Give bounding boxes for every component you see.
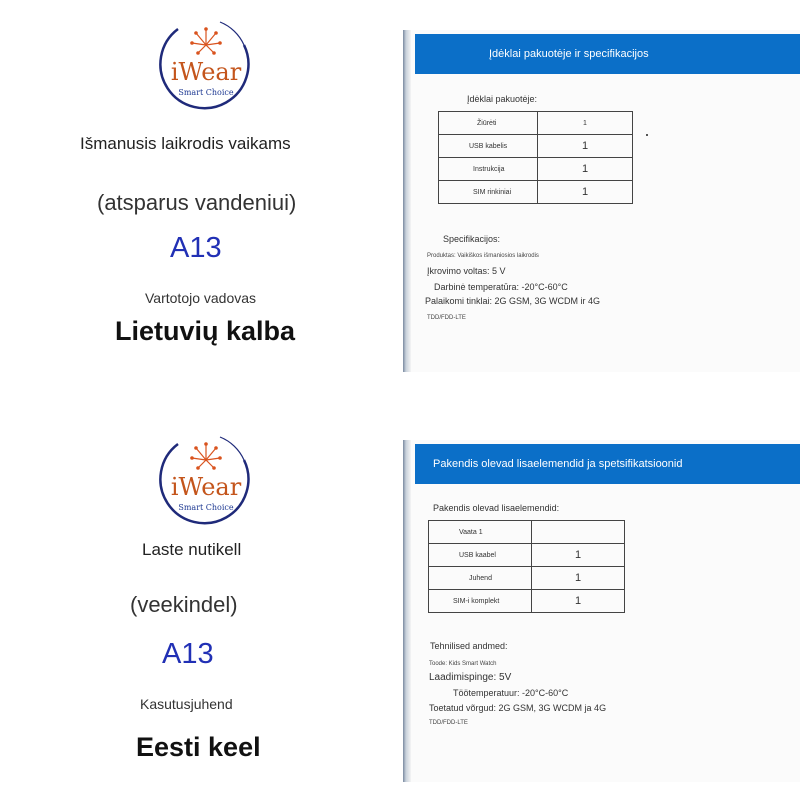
model-number: A13	[162, 638, 214, 670]
table-row	[439, 135, 633, 158]
spec-header-text: Pakendis olevad lisaelemendid ja spetsifikatsioonid	[433, 458, 683, 470]
spec-network-extra: TDD/FDD-LTE	[429, 720, 468, 726]
item-name: Juhend	[429, 567, 532, 590]
package-contents-title: Pakendis olevad lisaelemendid:	[433, 503, 560, 513]
manual-label: Vartotojo vadovas	[145, 290, 257, 306]
product-subtitle: (veekindel)	[130, 592, 238, 617]
page-edge	[403, 440, 411, 782]
spec-header	[415, 444, 800, 484]
lithuanian-spec-page	[403, 30, 800, 372]
page-edge	[403, 30, 411, 372]
spec-header-text: Įdėklai pakuotėje ir specifikacijos	[489, 48, 649, 60]
item-qty: 1	[532, 590, 625, 613]
logo-brand: iWear	[170, 58, 242, 86]
item-name: SIM-i komplekt	[429, 590, 532, 613]
manual-label: Kasutusjuhend	[140, 696, 233, 712]
package-contents-table	[428, 520, 625, 613]
spec-temperature: Darbinė temperatūra: -20°C-60°C	[434, 282, 568, 292]
spec-product: Produktas: Vaikiškos išmaniosios laikrodis	[427, 253, 539, 259]
item-name: SIM rinkiniai	[439, 181, 538, 204]
item-qty: 1	[538, 158, 633, 181]
spec-networks: Toetatud võrgud: 2G GSM, 3G WCDM ja 4G	[429, 703, 607, 713]
spec-header	[415, 34, 800, 74]
item-name: USB kabelis	[439, 135, 538, 158]
table-row	[439, 112, 633, 135]
table-row	[429, 521, 625, 544]
spec-voltage: Laadimispinge: 5V	[429, 672, 512, 683]
item-qty: 1	[532, 544, 625, 567]
spec-temperature: Töötemperatuur: -20°C-60°C	[453, 688, 569, 698]
logo-tagline: Smart Choice	[178, 88, 234, 97]
spec-title: Tehnilised andmed:	[430, 641, 508, 651]
table-row	[429, 567, 625, 590]
spec-networks: Palaikomi tinklai: 2G GSM, 3G WCDM ir 4G	[425, 296, 601, 306]
table-row	[439, 181, 633, 204]
lithuanian-cover-page	[0, 0, 395, 372]
estonian-spec-page	[403, 440, 800, 782]
item-qty: 1	[538, 135, 633, 158]
logo-tagline: Smart Choice	[178, 503, 234, 512]
product-subtitle: (atsparus vandeniui)	[97, 190, 297, 215]
iwear-logo	[158, 15, 254, 111]
language-label: Lietuvių kalba	[115, 316, 296, 346]
product-title: Išmanusis laikrodis vaikams	[80, 134, 291, 153]
item-qty: 1	[538, 181, 633, 204]
spec-network-extra: TDD/FDD-LTE	[427, 315, 466, 321]
estonian-cover-page	[0, 412, 395, 800]
item-name: Vaata 1	[429, 521, 532, 544]
table-row	[429, 544, 625, 567]
iwear-logo	[158, 430, 254, 526]
spec-product: Toode: Kids Smart Watch	[429, 661, 497, 667]
spec-title: Specifikacijos:	[443, 234, 501, 244]
package-contents-table	[438, 111, 633, 204]
item-qty	[532, 521, 625, 544]
table-row	[429, 590, 625, 613]
product-title: Laste nutikell	[142, 540, 242, 559]
model-number: A13	[170, 232, 222, 264]
language-label: Eesti keel	[136, 732, 261, 762]
item-qty: 1	[538, 112, 633, 135]
package-contents-title: Įdėklai pakuotėje:	[467, 94, 538, 104]
item-name: Instrukcija	[439, 158, 538, 181]
logo-brand: iWear	[170, 473, 242, 501]
item-qty: 1	[532, 567, 625, 590]
item-name: Žiūrėti	[439, 112, 538, 135]
table-row	[439, 158, 633, 181]
item-name: USB kaabel	[429, 544, 532, 567]
spec-voltage: Įkrovimo voltas: 5 V	[427, 266, 506, 276]
scan-dot	[646, 134, 648, 136]
